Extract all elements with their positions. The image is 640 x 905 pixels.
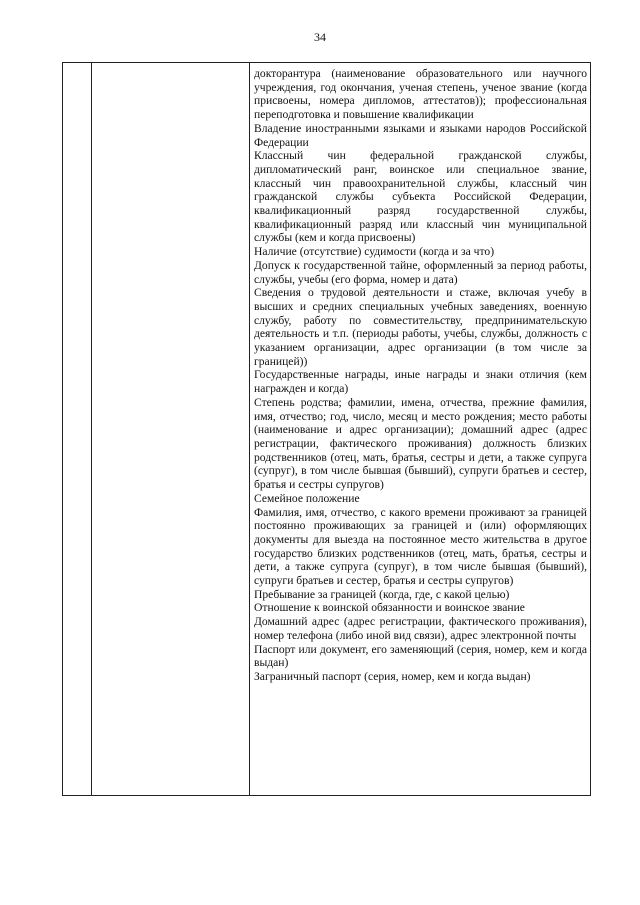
category-cell (92, 63, 250, 796)
list-item: Домашний адрес (адрес регистрации, фактического проживания), номер телефона (либо иной вид связи), адрес электронной почты (254, 615, 587, 642)
list-item: Сведения о трудовой деятельности и стаже, включая учебу в высших и средних специальных учебных заведениях, военную службу, работу по совместительству, предпринимательскую деятельность и т.п. (периоды работы, учебы, службы, должность с указанием организации, адрес организации (в том числе за границей)) (254, 286, 587, 368)
list-item: Заграничный паспорт (серия, номер, кем и когда выдан) (254, 669, 531, 683)
content-cell (250, 63, 591, 796)
list-item: Владение иностранными языками и языками народов Российской Федерации (254, 121, 587, 149)
list-item: Паспорт или документ, его заменяющий (серия, номер, кем и когда выдан) (254, 642, 587, 670)
list-item: Отношение к воинской обязанности и воинское звание (254, 601, 525, 615)
number-cell (63, 63, 92, 796)
list-item: Допуск к государственной тайне, оформленный за период работы, службы, учебы (его форма, номер и дата) (254, 258, 587, 286)
table-row (63, 63, 591, 796)
list-item: Наличие (отсутствие) судимости (когда и за что) (254, 245, 495, 259)
list-item: Пребывание за границей (когда, где, с какой целью) (254, 587, 510, 601)
list-item: докторантура (наименование образовательного или научного учреждения, год окончания, ученая степень, ученое звание (когда присвоены, номера дипломов, аттестатов)); профессиональная переподготовка и повышение квалификации (254, 67, 587, 122)
list-item: Классный чин федеральной гражданской службы, дипломатический ранг, воинское или специальное звание, классный чин правоохранительной службы, классный чин гражданской службы субъекта Российской Федерации, квалификационный разряд государственной службы, квалификационный разряд или классный чин муниципальной службы (кем и когда присвоены) (254, 149, 587, 245)
data-table (62, 62, 591, 796)
list-item: Фамилия, имя, отчество, с какого времени проживают за границей постоянно проживающих за границей и (или) оформляющих документы для выезда на постоянное место жительства в другое государство близких родственников (отец, мать, братья, сестры и дети, а также супруга (супруг), в том числе бывшая (бывший), супруги братьев и сестер, братья и сестры супругов) (254, 505, 587, 588)
list-item: Семейное положение (254, 491, 360, 505)
list-item: Государственные награды, иные награды и знаки отличия (кем награжден и когда) (254, 368, 587, 396)
list-item: Степень родства; фамилии, имена, отчества, прежние фамилия, имя, отчество; год, число, месяц и место рождения; место работы (наименование и адрес организации); домашний адрес (адрес регистрации, фактического проживания) должность близких родственников (отец, мать, братья, сестры и дети, а также супруга (супруг), в том числе бывшая (бывший), супруги братьев и сестер, братья и сестры супругов) (254, 395, 587, 492)
page-number: 34 (314, 30, 326, 44)
